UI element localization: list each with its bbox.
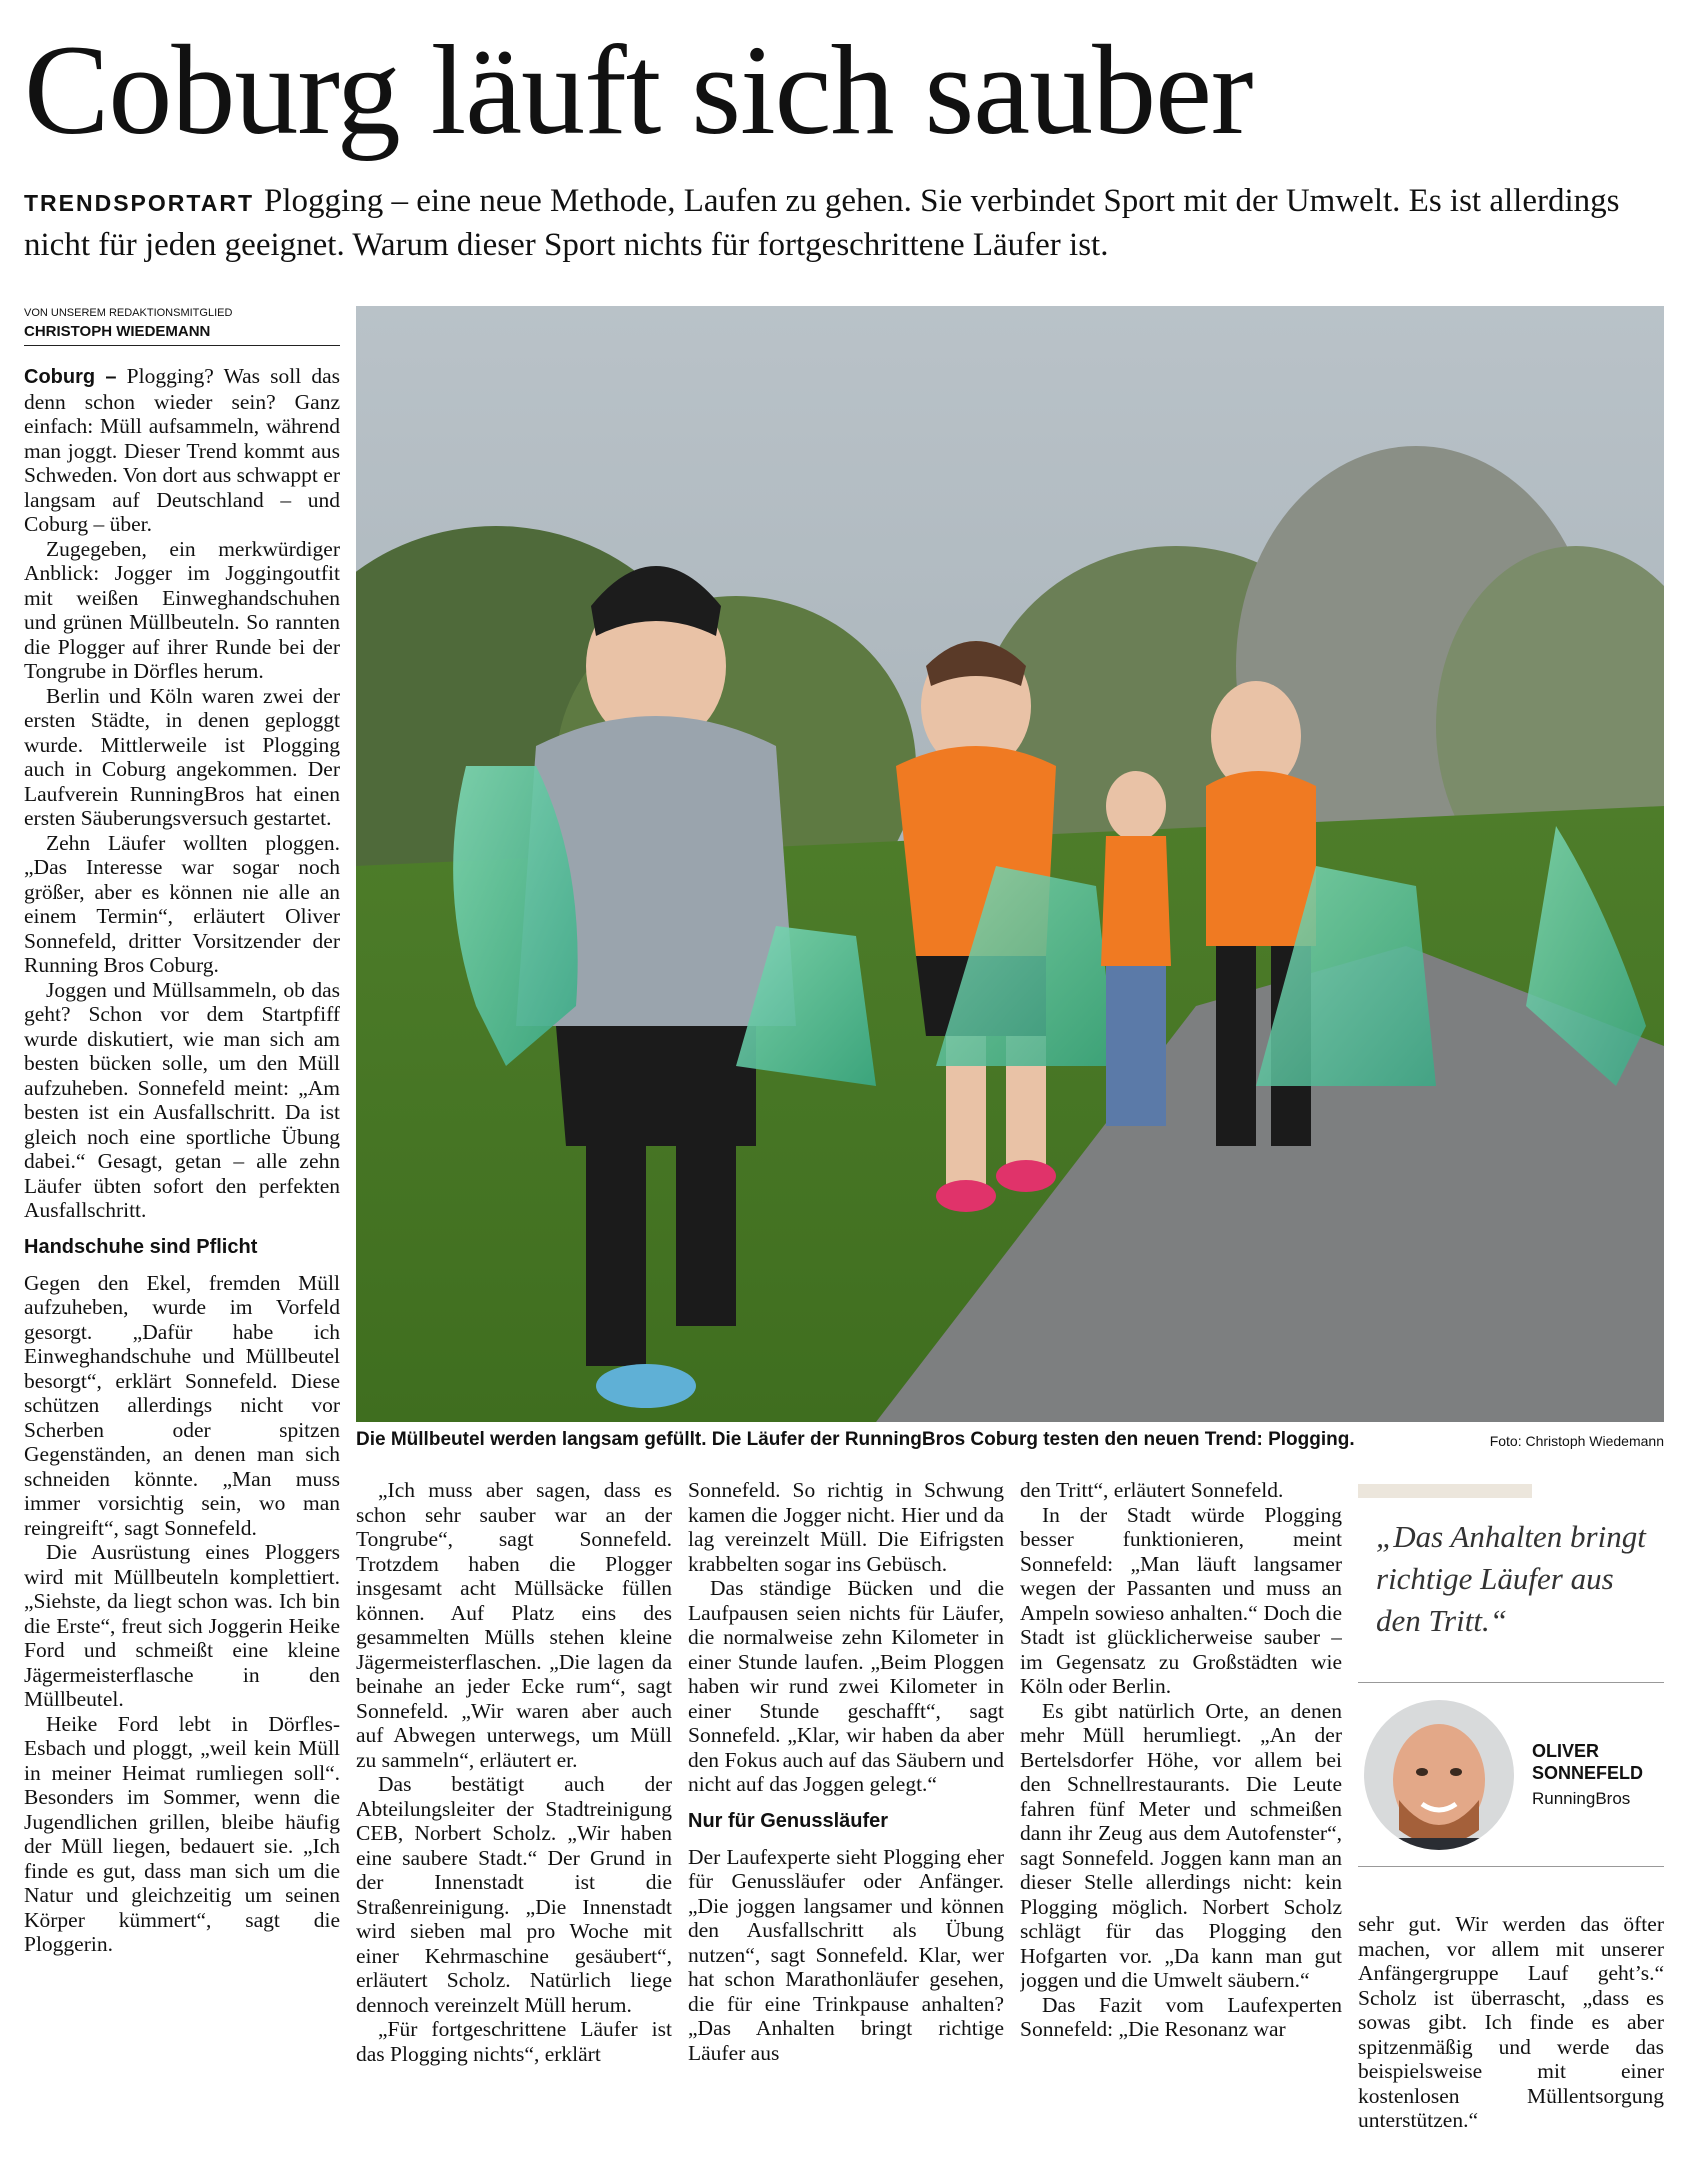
- paragraph: Das Fazit vom Laufexperten Sonnefeld: „Die Resonanz war: [1020, 1992, 1342, 2041]
- paragraph: sehr gut. Wir werden das öfter machen, vor allem mit unserer Anfängergruppe Lauf geht’s.“ Scholz ist überrascht, „dass es sowas gibt. Ich finde es aber spitzenmäßig und werde das beispielsweise mit einer kostenlosen Müllentsorgung unterstützen.“: [1358, 1912, 1664, 2132]
- quote-divider-bottom: [1358, 1866, 1664, 1867]
- photo-caption: Die Müllbeutel werden langsam gefüllt. Die Läufer der RunningBros Coburg testen den neuen Trend: Plogging.: [356, 1429, 1355, 1450]
- subheading: Nur für Genussläufer: [688, 1809, 889, 1832]
- paragraph: Es gibt natürlich Orte, an denen mehr Müll herumliegt. „An der Bertelsdorfer Höhe, vor allem bei den Schnellrestaurants. Die Leute fahren fünf Meter und schmeißen dann ihr Zeug aus dem Autofenster“, sagt Sonnefeld. Joggen kann man an dieser Stelle allerdings nicht: kein Plogging möglich. Norbert Scholz schlägt für das Plogging den Hofgarten vor. „Da kann man gut joggen und die Umwelt säubern.“: [1020, 1698, 1342, 1992]
- byline-name: CHRISTOPH WIEDEMANN: [24, 322, 340, 346]
- photo-credit: Foto: Christoph Wiedemann: [1489, 1433, 1664, 1449]
- headline: Coburg läuft sich sauber: [24, 19, 1253, 161]
- quote-accent-bar: [1358, 1484, 1532, 1498]
- article-column-3: [688, 1478, 1004, 2154]
- paragraph: Zehn Läufer wollten ploggen. „Das Interesse war sogar noch größer, aber es können nie alle an einem Termin“, erläutert Oliver Sonnefeld, dritter Vorsitzender der Running Bros Coburg.: [24, 830, 340, 977]
- paragraph: „Für fortgeschrittene Läufer ist das Plogging nichts“, erklärt: [356, 2017, 672, 2066]
- article-column-4: [1020, 1478, 1342, 2154]
- byline-prefix: VON UNSEREM REDAKTIONSMITGLIED: [24, 307, 233, 319]
- portrait-face: [1364, 1700, 1514, 1850]
- paragraph: den Tritt“, erläutert Sonnefeld.: [1020, 1478, 1284, 1502]
- paragraph: In der Stadt würde Plogging besser funktionieren, meint Sonnefeld: „Man läuft langsamer wegen der Passanten und muss an Ampeln sowieso anhalten.“ Doch die Stadt ist glücklicherweise sauber – im Gegensatz zu Großstädten wie Köln oder Berlin.: [1020, 1502, 1342, 1698]
- photo-plogging-runners: [356, 306, 1664, 1422]
- subheadline: [24, 180, 1664, 266]
- pull-quote: „Das Anhalten bringt richtige Läufer aus den Tritt.“: [1376, 1519, 1646, 1638]
- article-photo: [356, 306, 1664, 1422]
- paragraph: Das ständige Bücken und die Laufpausen seien nichts für Läufer, die normalweise zehn Kilometer in einer Stunde laufen. „Beim Ploggen haben wir rund zwei Kilometer in einer Stunde geschafft“, sagt Sonnefeld. „Klar, wir haben da aber den Fokus auch auf das Säubern und nicht auf das Joggen gelegt.“: [688, 1576, 1004, 1796]
- paragraph: „Ich muss aber sagen, dass es schon sehr sauber war an der Tongrube“, sagt Sonnefeld. Trotzdem haben die Plogger insgesamt acht Müllsäcke füllen können. Auf Platz eins des gesammelten Mülls stehen kleine Jägermeisterflaschen. „Die lagen da beinahe an jeder Ecke rum“, sagt Sonnefeld. „Wir waren aber auch auf Abwegen unterwegs, um Müll zu sammeln“, erläutert er.: [356, 1478, 672, 1772]
- paragraph: Joggen und Müllsammeln, ob das geht? Schon vor dem Startpfiff wurde diskutiert, wie man sich am besten bücken solle, um den Müll aufzuheben. Sonnefeld meint: „Am besten ist ein Ausfallschritt. Da ist gleich noch eine sportliche Übung dabei.“ Gesagt, getan – alle zehn Läufer übten sofort den perfekten Ausfallschritt.: [24, 977, 340, 1222]
- portrait-photo: [1364, 1700, 1514, 1850]
- lead-text: Plogging? Was soll das denn schon wieder sein? Ganz einfach: Müll aufsammeln, während man joggt. Dieser Trend kommt aus Schweden. Von dort aus schwappt er langsam auf Deutschland – und Coburg – über.: [24, 364, 340, 536]
- paragraph: Gegen den Ekel, fremden Müll aufzuheben, wurde im Vorfeld gesorgt. „Dafür habe ich Einweghandschuhe und Müllbeutel besorgt“, erklärt Sonnefeld. Diese schützen allerdings nicht vor Scherben oder spitzen Gegenständen, an denen man sich schneiden könnte. „Man muss immer vorsichtig sein, wo man reingreift“, sagt Sonnefeld.: [24, 1270, 340, 1540]
- subheading: Handschuhe sind Pflicht: [24, 1235, 258, 1258]
- paragraph: Sonnefeld. So richtig in Schwung kamen die Jogger nicht. Hier und da lag vereinzelt Müll. Die Eifrigsten krabbelten sogar ins Gebüsch.: [688, 1478, 1004, 1576]
- article-column-1: [24, 364, 340, 2154]
- article-column-2: [356, 1478, 672, 2154]
- dateline: Coburg –: [24, 366, 117, 388]
- paragraph: Das bestätigt auch der Abteilungsleiter der Stadtreinigung CEB, Norbert Scholz. „Wir haben eine saubere Stadt.“ Der Grund in der Innenstadt ist die Straßenreinigung. „Die Innenstadt wird sieben mal pro Woche mit einer Kehrmaschine gesäubert“, erläutert Scholz. Natürlich liege dennoch vereinzelt Müll herum.: [356, 1772, 672, 2017]
- paragraph: Zugegeben, ein merkwürdiger Anblick: Jogger im Joggingoutfit mit weißen Einweghandschuhen und grünen Müllbeuteln. So rannten die Plogger auf ihrer Runde bei der Tongrube in Dörfles herum.: [24, 536, 340, 683]
- paragraph: Die Ausrüstung eines Ploggers wird mit Müllbeuteln komplettiert. „Siehste, da liegt schon was. Ich bin die Erste“, freut sich Joggerin Heike Ford und schmeißt eine kleine Jägermeisterflasche in den Müllbeutel.: [24, 1540, 340, 1711]
- lead-paragraph: [24, 364, 340, 537]
- paragraph: Berlin und Köln waren zwei der ersten Städte, in denen geploggt wurde. Mittlerweile ist Plogging auch in Coburg angekommen. Der Laufverein RunningBros hat einen ersten Säuberungsversuch gestartet.: [24, 683, 340, 830]
- quote-divider: [1358, 1682, 1664, 1683]
- article-column-5: [1358, 1912, 1664, 2154]
- quote-person-org: RunningBros: [1532, 1789, 1631, 1808]
- subheadline-text: Plogging – eine neue Methode, Laufen zu gehen. Sie verbindet Sport mit der Umwelt. Es ist allerdings nicht für jeden geeignet. Warum dieser Sport nichts für fortgeschrittene Läufer ist.: [24, 183, 1620, 263]
- kicker: TRENDSPORTART: [24, 190, 255, 216]
- paragraph: Der Laufexperte sieht Plogging eher für Genussläufer oder Anfänger. „Die joggen langsamer und können den Ausfallschritt als Übung nutzen“, sagt Sonnefeld. Klar, wer hat schon Marathonläufer gesehen, die für eine Trinkpause anhalten? „Das Anhalten bringt richtige Läufer aus: [688, 1844, 1004, 2065]
- quote-person-name: OLIVER SONNEFELD: [1532, 1741, 1644, 1783]
- paragraph: Heike Ford lebt in Dörfles-Esbach und ploggt, „weil kein Müll in meiner Heimat rumliegen soll“. Besonders im Sommer, wenn die Jugendlichen grillen, bleibe häufig der Müll liegen, bedauert sie. „Ich finde es gut, dass man sich um die Natur und gleichzeitig um seinen Körper kümmert“, sagt die Ploggerin.: [24, 1711, 340, 1956]
